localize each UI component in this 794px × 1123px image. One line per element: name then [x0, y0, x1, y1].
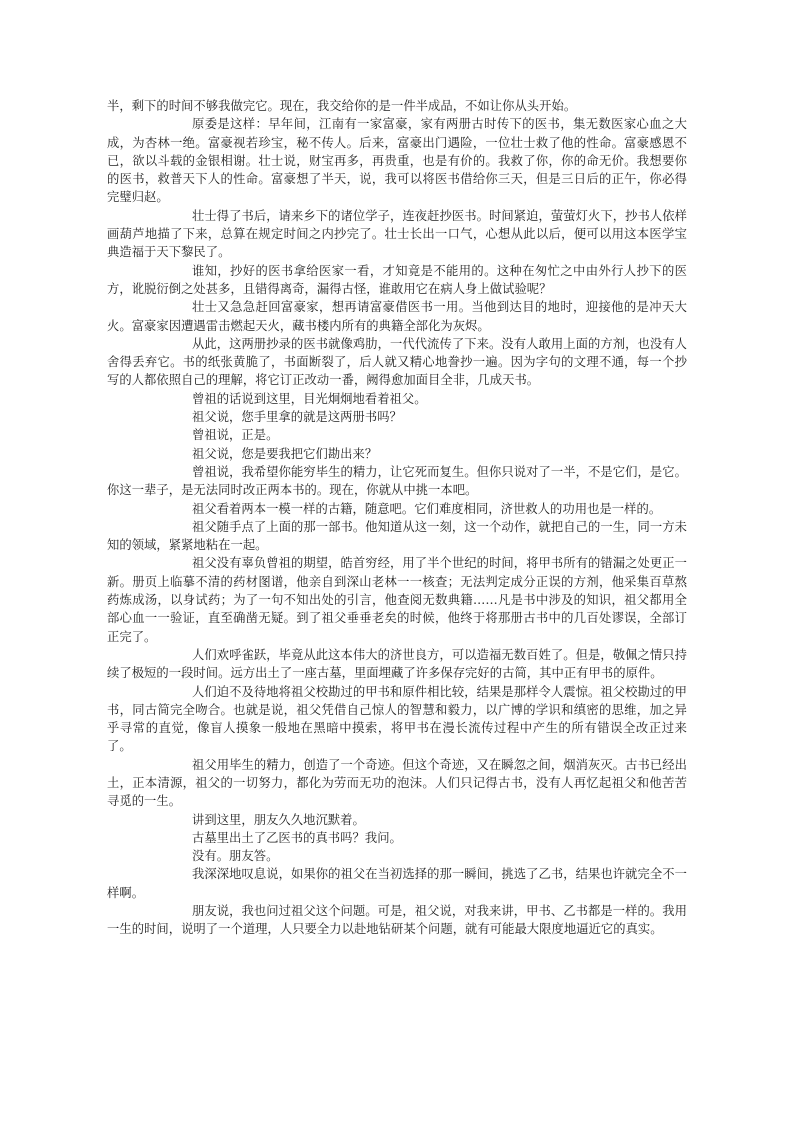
paragraph: 人们迫不及待地将祖父校勘过的甲书和原件相比较，结果是那样令人震惊。祖父校勘过的甲书，同古简完全吻合。也就是说，祖父凭借自己惊人的智慧和毅力，以广博的学识和缜密的思维，加之异乎寻常的直觉，像盲人摸象一般地在黑暗中摸索，将甲书在漫长流传过程中产生的所有错误全改正过来了。: [107, 684, 687, 754]
paragraph: 祖父随手点了上面的那一部书。他知道从这一刻，这一个动作，就把自己的一生，同一方未知的领域，紧紧地粘在一起。: [107, 519, 687, 553]
paragraph: 祖父看着两本一模一样的古籍，随意吧。它们难度相同，济世救人的功用也是一样的。: [192, 501, 662, 516]
paragraph: 祖父说，您是要我把它们勘出来？: [192, 446, 378, 461]
paragraph: 我深深地叹息说，如果你的祖父在当初选择的那一瞬间，挑选了乙书，结果也许就完全不一样啊。: [107, 867, 687, 900]
paragraph: 朋友说，我也问过祖父这个问题。可是，祖父说，对我来讲，甲书、乙书都是一样的。我用一生的时间，说明了一个道理，人只要全力以赴地钻研某个问题，就有可能最大限度地逼近它的真实。: [107, 904, 687, 937]
paragraph: 从此，这两册抄录的医书就像鸡肋，一代代流传了下来。没有人敢用上面的方剂，也没有人舍得丢弃它。书的纸张黄脆了，书面断裂了，后人就又精心地誊抄一遍。因为字句的文理不通，每一个抄写的人都依照自己的理解，将它订正改动一番，阙得愈加面目全非，几成天书。: [107, 336, 687, 388]
paragraph: 壮士又急急赶回富豪家，想再请富豪借医书一用。当他到达目的地时，迎接他的是冲天大火。富豪家因遭遇雷击燃起天火，藏书楼内所有的典籍全部化为灰烬。: [107, 300, 687, 333]
paragraph: 半，剩下的时间不够我做完它。现在，我交给你的是一件半成品，不如让你从头开始。: [107, 99, 577, 113]
paragraph: 曾祖说，我希望你能穷毕生的精力，让它死而复生。但你只说对了一半，不是它们，是它。你这一辈子，是无法同时改正两本书的。现在，你就从中挑一本吧。: [107, 464, 687, 498]
paragraph: 讲到这里，朋友久久地沉默着。: [192, 812, 365, 827]
paragraph: 曾祖说，正是。: [192, 428, 279, 443]
paragraph: 祖父用毕生的精力，创造了一个奇迹。但这个奇迹，又在瞬忽之间，烟消灰灭。古书已经出土，正本清源，祖父的一切努力，都化为劳而无功的泡沫。人们只记得古书，没有人再忆起祖父和他苦苦寻觅的一生。: [107, 757, 687, 809]
paragraph: 没有。朋友答。: [192, 849, 279, 864]
document-page: [107, 97, 687, 939]
paragraph: 原委是这样：早年间，江南有一家富豪，家有两册古时传下的医书，集无数医家心血之大成，为杏林一绝。富豪视若珍宝，秘不传人。后来，富豪出门遇险，一位壮士救了他的性命。富豪感恩不已，欲以斗载的金银相谢。壮士说，财宝再多，再贵重，也是有价的。我救了你，你的命无价。我想要你的医书，救普天下人的性命。富豪想了半天，说，我可以将医书借给你三天，但是三日后的正午，你必得完璧归赵。: [107, 117, 687, 205]
paragraph: 古墓里出土了乙医书的真书吗？我问。: [192, 830, 402, 845]
paragraph: 祖父没有辜负曾祖的期望，皓首穷经，用了半个世纪的时间，将甲书所有的错漏之处更正一新。册页上临摹不清的药材图谱，他亲自到深山老林一一核查；无法判定成分正误的方剂，他采集百草熬药炼成汤，以身试药；为了一句不知出处的引言，他查阅无数典籍……凡是书中涉及的知识，祖父都用全部心血一一验证，直至确凿无疑。到了祖父垂垂老矣的时候，他终于将那册古书中的几百处谬误，全部订正完了。: [107, 556, 687, 644]
paragraph: 祖父说，您手里拿的就是这两册书吗？: [192, 410, 402, 425]
paragraph: 谁知，抄好的医书拿给医家一看，才知竟是不能用的。这种在匆忙之中由外行人抄下的医方，讹脱衍倒之处甚多，且错得离奇，漏得古怪，谁敢用它在病人身上做试验呢？: [107, 263, 687, 296]
paragraph: 人们欢呼雀跃，毕竟从此这本伟大的济世良方，可以造福无数百姓了。但是，敬佩之情只持续了极短的一段时间。远方出土了一座古墓，里面埋藏了许多保存完好的古简，其中正有甲书的原件。: [107, 647, 687, 681]
paragraph: 壮士得了书后，请来乡下的诸位学子，连夜赶抄医书。时间紧迫，萤萤灯火下，抄书人依样画葫芦地描了下来，总算在规定时间之内抄完了。壮士长出一口气，心想从此以后，便可以用这本医学宝典造福于天下黎民了。: [107, 208, 687, 260]
paragraph: 曾祖的话说到这里，目光炯炯地看着祖父。: [192, 391, 427, 406]
